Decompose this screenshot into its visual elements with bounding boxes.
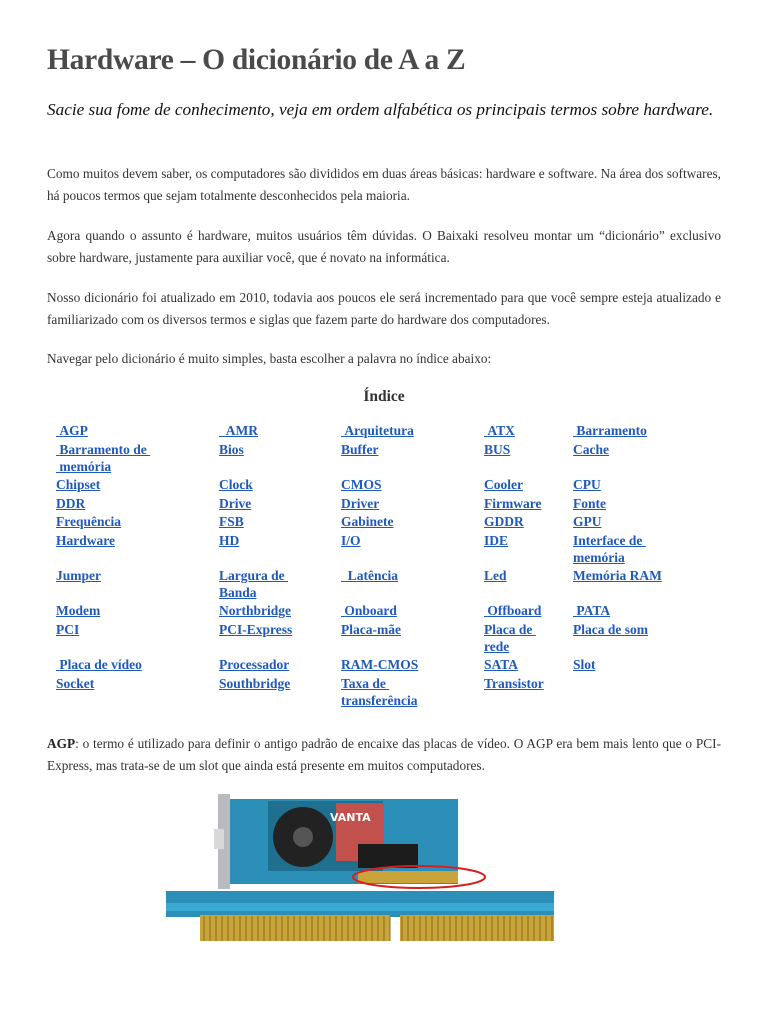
index-link-gddr[interactable]: GDDR	[484, 514, 524, 529]
index-link-arquitetura[interactable]: Arquitetura	[341, 423, 414, 438]
index-link-buffer[interactable]: Buffer	[341, 442, 379, 457]
index-link-fonte[interactable]: Fonte	[573, 496, 606, 511]
index-link-modem[interactable]: Modem	[56, 603, 101, 618]
index-link-gpu[interactable]: GPU	[573, 514, 602, 529]
index-link-placa-de-rede[interactable]: Placa de rede	[484, 622, 533, 654]
index-link-agp[interactable]: AGP	[56, 423, 88, 438]
index-link-interface-de-memória[interactable]: Interface de memória	[573, 533, 643, 565]
index-link-driver[interactable]: Driver	[341, 496, 380, 511]
index-link-slot[interactable]: Slot	[573, 657, 596, 672]
index-link-placa-de-vídeo[interactable]: Placa de vídeo	[56, 657, 142, 672]
index-link-largura-de-banda[interactable]: Largura de Banda	[219, 568, 285, 600]
index-link-drive[interactable]: Drive	[219, 496, 252, 511]
agp-definition	[47, 733, 721, 777]
index-link-processador[interactable]: Processador	[219, 657, 290, 672]
index-link-latência[interactable]: Latência	[341, 568, 398, 583]
index-link-barramento[interactable]: Barramento	[573, 423, 647, 438]
index-link-cooler[interactable]: Cooler	[484, 477, 523, 492]
index-link-barramento-de-memória[interactable]: Barramento de memória	[59, 442, 147, 474]
intro-paragraph-2: Agora quando o assunto é hardware, muitos usuários têm dúvidas. O Baixaki resolveu montar um “dicionário” exclusivo sobre hardware, justamente para auxiliar você, que é novato na informática.	[47, 228, 721, 265]
agp-text: : o termo é utilizado para definir o antigo padrão de encaixe das placas de vídeo. O AGP era bem mais lento que o PCI-Express, mas trata-se de um slot que ainda está presente em muitos computadores.	[47, 736, 721, 773]
index-link-transistor[interactable]: Transistor	[484, 676, 544, 691]
index-link-pata[interactable]: PATA	[573, 603, 611, 618]
zoom-gold-contacts-right	[400, 915, 554, 941]
index-link-onboard[interactable]: Onboard	[341, 603, 397, 618]
index-link-memória-ram[interactable]: Memória RAM	[573, 568, 662, 583]
index-link-taxa-de-transferência[interactable]: Taxa de transferência	[341, 676, 418, 708]
intro-paragraph-1: Como muitos devem saber, os computadores são divididos em duas áreas básicas: hardware e software. Na área dos softwares, há poucos termos que sejam totalmente desconhecidos pela maioria.	[47, 166, 721, 203]
agp-term: AGP	[47, 736, 76, 751]
index-link-placa-de-som[interactable]: Placa de som	[573, 622, 648, 637]
index-link-ram-cmos[interactable]: RAM-CMOS	[341, 657, 419, 672]
agp-video-card-image	[118, 789, 554, 944]
index-link-pci-express[interactable]: PCI-Express	[219, 622, 293, 637]
card-brand: VANTA	[330, 811, 371, 824]
index-link-cpu[interactable]: CPU	[573, 477, 601, 492]
index-link-cmos[interactable]: CMOS	[341, 477, 382, 492]
index-link-sata[interactable]: SATA	[484, 657, 519, 672]
index-link-firmware[interactable]: Firmware	[484, 496, 542, 511]
index-link-pci[interactable]: PCI	[56, 622, 80, 637]
index-link-socket[interactable]: Socket	[56, 676, 95, 691]
index-link-offboard[interactable]: Offboard	[484, 603, 542, 618]
index-link-placa-mãe[interactable]: Placa-mãe	[341, 622, 401, 637]
index-link-bus[interactable]: BUS	[484, 442, 511, 457]
index-link-jumper[interactable]: Jumper	[56, 568, 101, 583]
zoom-pcb-traces	[166, 903, 554, 911]
index-link-ide[interactable]: IDE	[484, 533, 509, 548]
index-link-cache[interactable]: Cache	[573, 442, 609, 457]
heatsink	[358, 844, 418, 868]
index-link-fsb[interactable]: FSB	[219, 514, 244, 529]
subtitle: Sacie sua fome de conhecimento, veja em ordem alfabética os principais termos sobre hardware.	[47, 100, 714, 119]
index-link-hd[interactable]: HD	[219, 533, 240, 548]
index-link-ddr[interactable]: DDR	[56, 496, 86, 511]
index-link-frequência[interactable]: Frequência	[56, 514, 121, 529]
index-link-atx[interactable]: ATX	[484, 423, 515, 438]
card-edge-connector	[358, 871, 458, 883]
index-link-bios[interactable]: Bios	[219, 442, 244, 457]
fan-hub	[293, 827, 313, 847]
index-link-led[interactable]: Led	[484, 568, 507, 583]
index-link-i-o[interactable]: I/O	[341, 533, 361, 548]
index-heading: Índice	[363, 388, 405, 405]
index-link-southbridge[interactable]: Southbridge	[219, 676, 291, 691]
intro-paragraph-4: Navegar pelo dicionário é muito simples, basta escolher a palavra no índice abaixo:	[47, 351, 492, 366]
index-link-clock[interactable]: Clock	[219, 477, 253, 492]
intro-paragraph-3: Nosso dicionário foi atualizado em 2010, todavia aos poucos ele será incrementado para que você sempre esteja atualizado e familiarizado com os diversos termos e siglas que fazem parte do hardware dos computadores.	[47, 290, 721, 327]
index-link-northbridge[interactable]: Northbridge	[219, 603, 291, 618]
index-link-hardware[interactable]: Hardware	[56, 533, 115, 548]
index-link-chipset[interactable]: Chipset	[56, 477, 101, 492]
index-link-amr[interactable]: AMR	[219, 423, 258, 438]
page-title: Hardware – O dicionário de A a Z	[47, 44, 466, 76]
dvi-port	[214, 829, 224, 849]
index-link-gabinete[interactable]: Gabinete	[341, 514, 394, 529]
